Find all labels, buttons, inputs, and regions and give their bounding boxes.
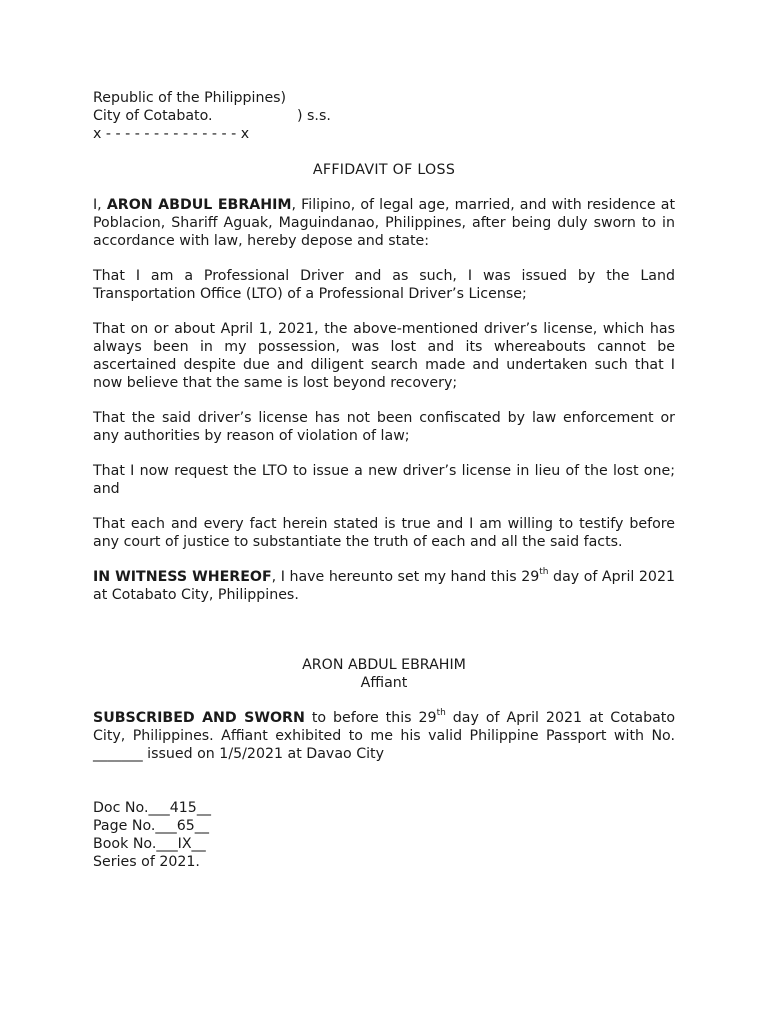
page-no-label: Page No. xyxy=(93,818,156,834)
jurat-paragraph xyxy=(93,709,675,763)
paragraph-request: That I now request the LTO to issue a new driver’s license in lieu of the lost one; and xyxy=(93,463,675,497)
paragraph-driver: That I am a Professional Driver and as such, I was issued by the Land Transportation Office (LTO) of a Professional Driver’s License; xyxy=(93,268,675,302)
page-no xyxy=(93,817,675,835)
book-no xyxy=(93,835,675,853)
intro-lead: I, xyxy=(93,197,107,213)
paragraph-loss: That on or about April 1, 2021, the above-mentioned driver’s license, which has always been in my possession, was lost and its whereabouts cannot be ascertained despite due and diligent search made and undertaken such that I now believe that the same is lost beyond recovery; xyxy=(93,321,675,391)
affiant-name: ARON ABDUL EBRAHIM xyxy=(302,657,466,673)
book-no-value: ___IX__ xyxy=(156,836,206,852)
witness-text-2: day of April 2021 at Cotabato City, Philippines. xyxy=(93,569,676,603)
venue-separator: x - - - - - - - - - - - - - - x xyxy=(93,126,250,142)
jurat-text-1: to before this 29 xyxy=(304,710,437,726)
paragraph-truth: That each and every fact herein stated is true and I am willing to testify before any court of justice to substantiate the truth of each and all the said facts. xyxy=(93,516,675,550)
witness-text-1: , I have hereunto set my hand this 29 xyxy=(271,569,540,585)
doc-no-value: ___415__ xyxy=(148,800,212,816)
venue-block xyxy=(93,89,675,143)
series: Series of 2021. xyxy=(93,854,200,870)
jurat-heading: SUBSCRIBED AND SWORN xyxy=(93,710,305,726)
doc-no xyxy=(93,799,675,817)
affidavit-document xyxy=(93,89,675,871)
affiant-name-inline: ARON ABDUL EBRAHIM xyxy=(106,197,292,213)
jurat-sup: th xyxy=(436,708,446,719)
book-no-label: Book No. xyxy=(93,836,157,852)
venue-city: City of Cotabato. xyxy=(93,108,213,124)
intro-text: , Filipino, of legal age, married, and with residence at Poblacion, Shariff Aguak, Maguindanao, Philippines, after being duly sworn to in accordance with law, hereby depose and state: xyxy=(93,197,676,249)
venue-ss: ) s.s. xyxy=(297,108,331,124)
witness-heading: IN WITNESS WHEREOF xyxy=(93,569,272,585)
notary-block xyxy=(93,799,675,871)
doc-no-label: Doc No. xyxy=(93,800,149,816)
venue-country: Republic of the Philippines) xyxy=(93,90,287,106)
jurat-text-2: day of April 2021 at Cotabato City, Philippines. Affiant exhibited to me his valid Philippine Passport with No. _______ issued on 1/5/2021 at Davao City xyxy=(93,710,676,762)
intro-paragraph xyxy=(93,196,675,250)
affiant-label: Affiant xyxy=(360,675,408,691)
paragraph-not-confiscated: That the said driver’s license has not been confiscated by law enforcement or any authorities by reason of violation of law; xyxy=(93,410,675,444)
witness-paragraph xyxy=(93,568,675,604)
page-no-value: ___65__ xyxy=(155,818,209,834)
witness-sup: th xyxy=(539,567,549,578)
document-title: AFFIDAVIT OF LOSS xyxy=(312,162,456,178)
